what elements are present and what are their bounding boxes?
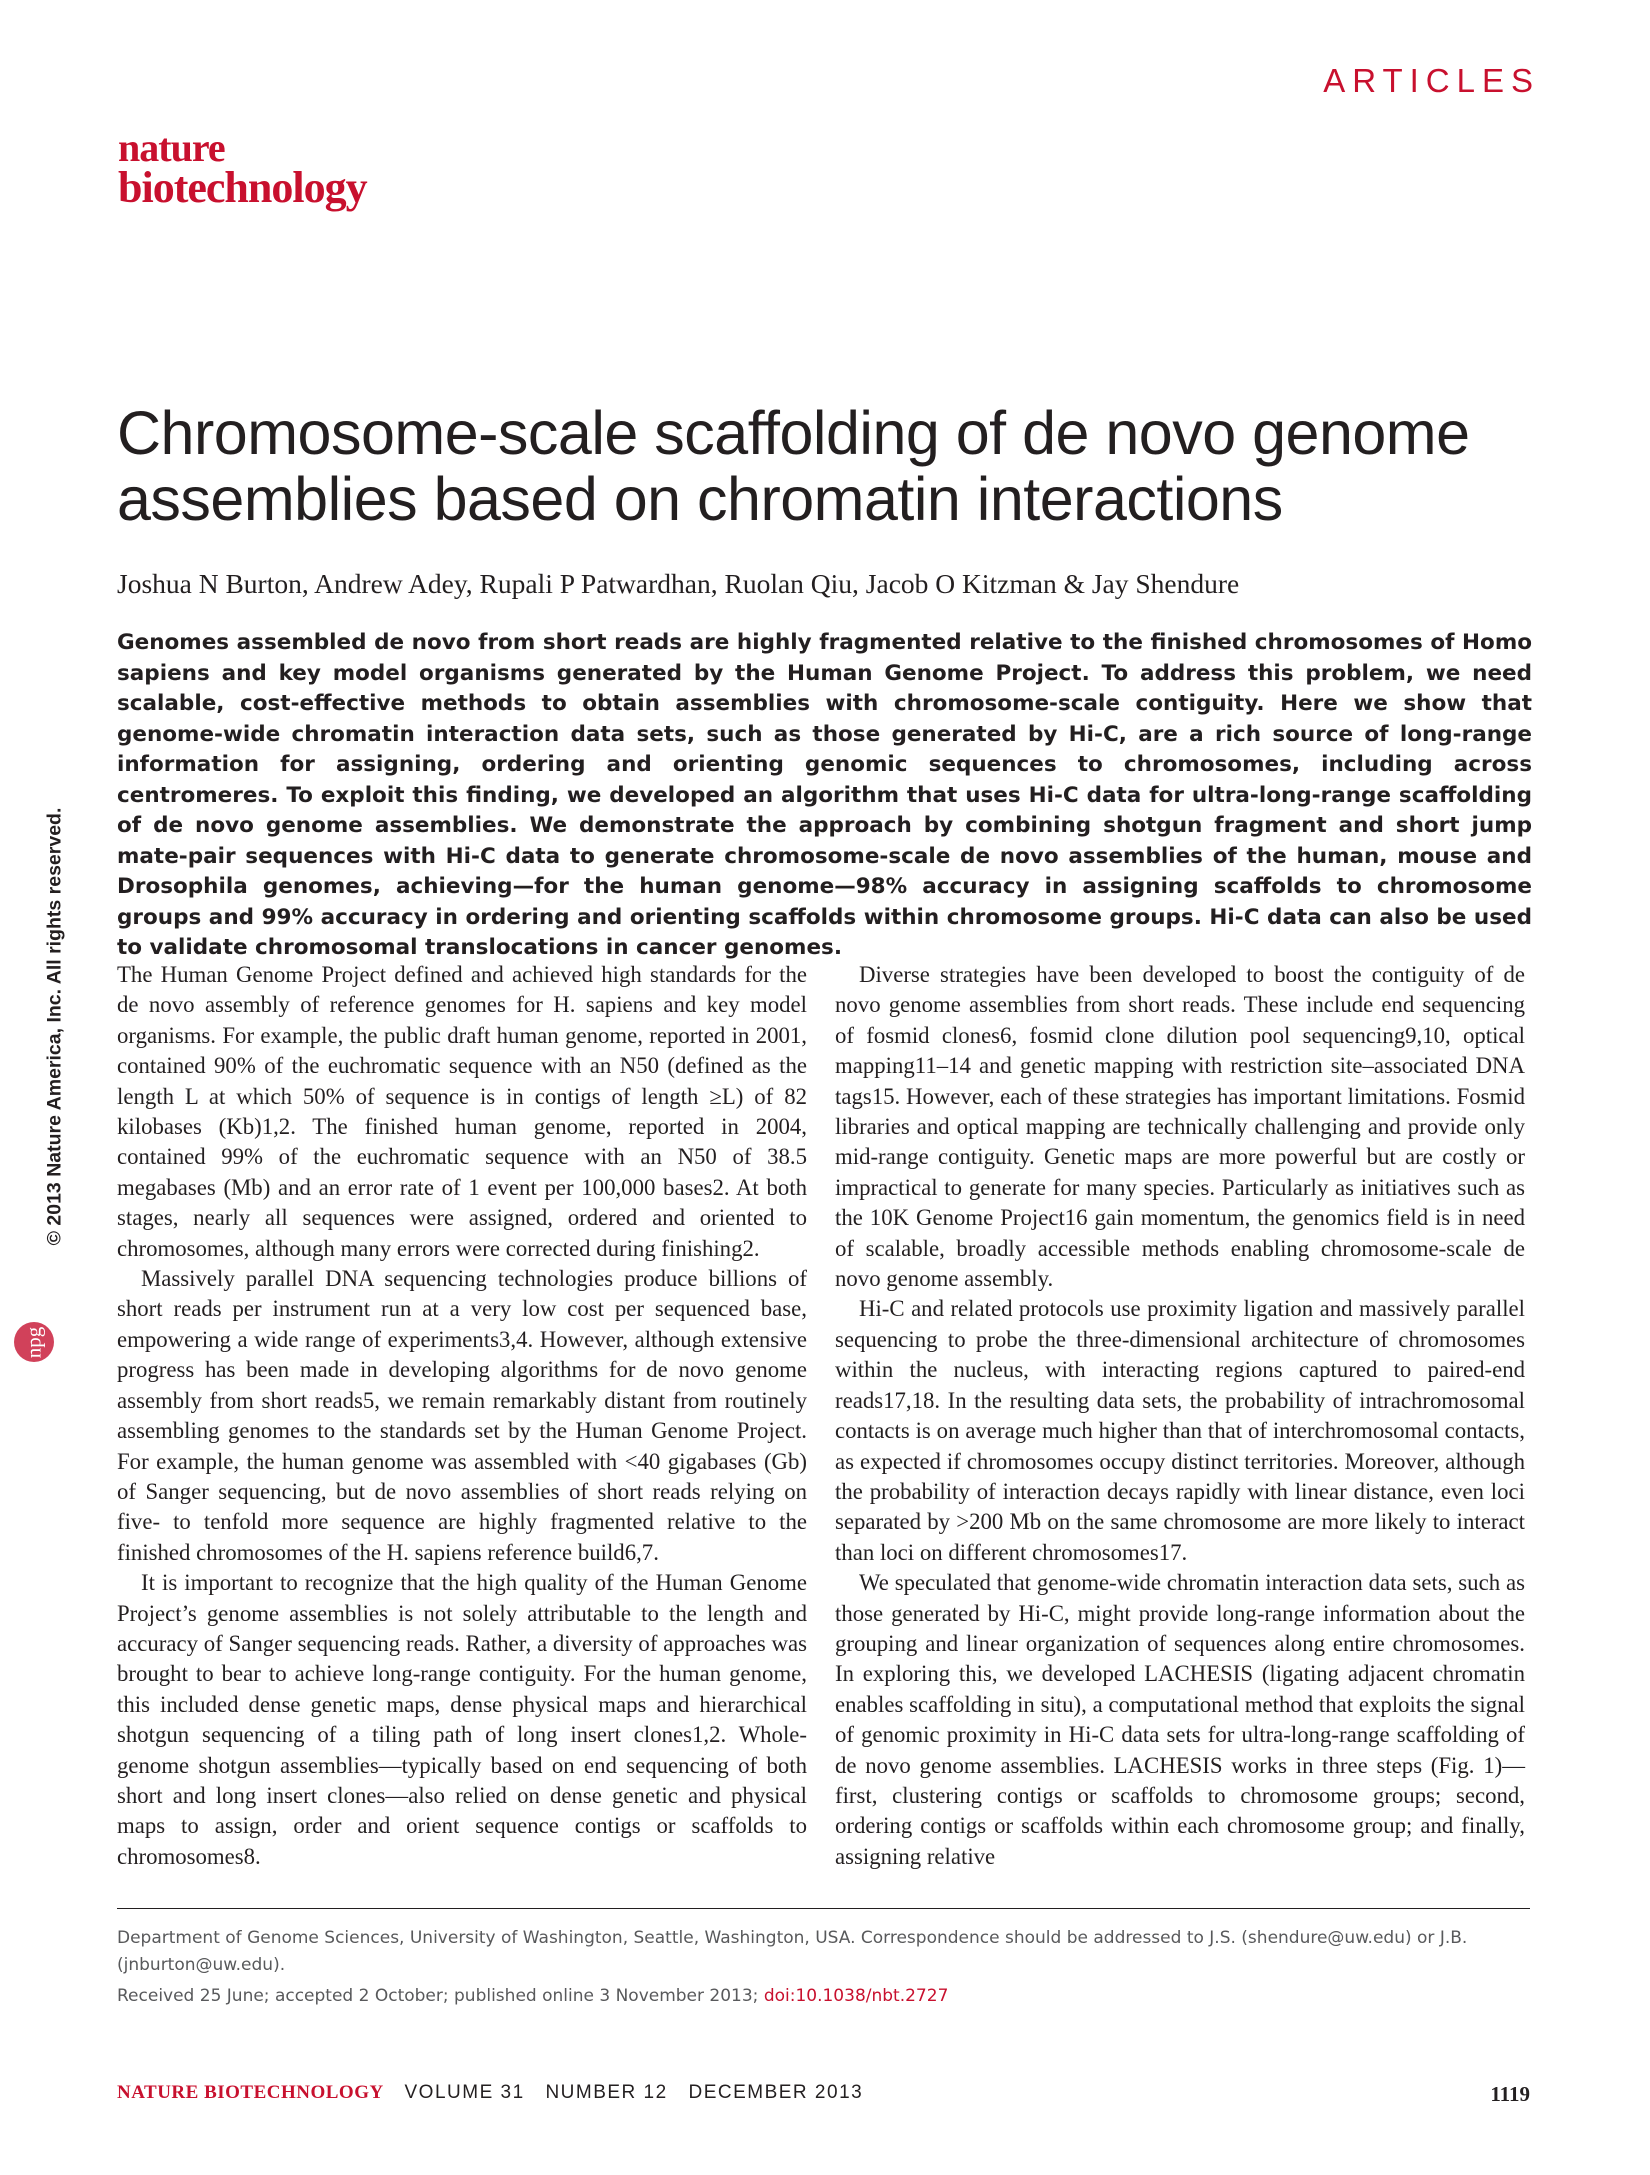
journal-logo-line2: biotechnology <box>118 163 367 212</box>
author-list: Joshua N Burton, Andrew Adey, Rupali P Patwardhan, Ruolan Qiu, Jacob O Kitzman & Jay Shendure <box>117 568 1240 599</box>
article-title <box>117 400 1547 532</box>
body-paragraph: The Human Genome Project defined and achieved high standards for the de novo assembly of reference genomes for H. sapiens and key model organisms. For example, the public draft human genome, reported in 2001, contained 90% of the euchromatic sequence with an N50 (defined as the length L at which 50% of sequence is in contigs of length ≥L) of 82 kilobases (Kb)1,2. The finished human genome, reported in 2004, contained 99% of the euchromatic sequence with an N50 of 38.5 megabases (Mb) and an error rate of 1 event per 100,000 bases2. At both stages, nearly all sequences were assigned, ordered and oriented to chromosomes, although many errors were corrected during finishing2. <box>117 962 807 1261</box>
body-paragraph: Massively parallel DNA sequencing technologies produce billions of short reads per instrument run at a very low cost per sequenced base, empowering a wide range of experiments3,4. However, although extensive progress has been made in developing algorithms for de novo genome assembly from short reads5, we remain remarkably distant from routinely assembling genomes to the standards set by the Human Genome Project. For example, the human genome was assembled with <40 gigabases (Gb) of Sanger sequencing, but de novo assemblies of short reads relying on five- to tenfold more sequence are highly fragmented relative to the finished chromosomes of the H. sapiens reference build6,7. <box>117 1266 807 1565</box>
body-paragraph: We speculated that genome-wide chromatin interaction data sets, such as those generated by Hi-C, might provide long-range information about the grouping and linear organization of sequences along entire chromosomes. In exploring this, we developed LACHESIS (ligating adjacent chromatin enables scaffolding in situ), a computational method that exploits the signal of genomic proximity in Hi-C data sets for ultra-long-range scaffolding of de novo genome assemblies. LACHESIS works in three steps (Fig. 1)—first, clustering contigs or scaffolds to chromosome groups; second, ordering contigs or scaffolds within each chromosome group; and finally, assigning relative <box>835 1570 1525 1869</box>
footer-journal-name: NATURE BIOTECHNOLOGY <box>117 2082 384 2103</box>
footer-date: DECEMBER 2013 <box>688 2082 864 2103</box>
abstract: Genomes assembled de novo from short reads are highly fragmented relative to the finished chromosomes of Homo sapiens and key model organisms generated by the Human Genome Project. To address this problem, we need scalable, cost-effective methods to obtain assemblies with chromosome-scale contiguity. Here we show that genome-wide chromatin interaction data sets, such as those generated by Hi-C, are a rich source of long-range information for assigning, ordering and orienting genomic sequences to chromosomes, including across centromeres. To exploit this finding, we developed an algorithm that uses Hi-C data for ultra-long-range scaffolding of de novo genome assemblies. We demonstrate the approach by combining shotgun fragment and short jump mate-pair sequences with Hi-C data to generate chromosome-scale de novo assemblies of the human, mouse and Drosophila genomes, achieving—for the human genome—98% accuracy in assigning scaffolds to chromosome groups and 99% accuracy in ordering and orienting scaffolds within chromosome groups. Hi-C data can also be used to validate chromosomal translocations in cancer genomes. <box>117 630 1532 960</box>
body-column-left <box>117 960 807 1872</box>
npg-logo-text: npg <box>21 1326 46 1358</box>
section-label: ARTICLES <box>1323 62 1540 99</box>
article-title-line2: assemblies based on chromatin interactions <box>117 465 1283 533</box>
footnote-divider <box>117 1908 1530 1909</box>
doi-link[interactable]: doi:10.1038/nbt.2727 <box>763 1986 949 2006</box>
footer-number: NUMBER 12 <box>545 2082 668 2103</box>
affiliation-note: Department of Genome Sciences, University of Washington, Seattle, Washington, USA. Correspondence should be addressed to J.S. (shendure@uw.edu) or J.B. (jnburton@uw.edu). <box>117 1928 1468 1975</box>
body-paragraph: It is important to recognize that the high quality of the Human Genome Project’s genome assemblies is not solely attributable to the length and accuracy of Sanger sequencing reads. Rather, a diversity of approaches was brought to bear to achieve long-range contiguity. For the human genome, this included dense genetic maps, dense physical maps and hierarchical shotgun sequencing of a tiling path of long insert clones1,2. Whole-genome shotgun assemblies—typically based on end sequencing of both short and long insert clones—also relied on dense genetic and physical maps to assign, order and orient sequence contigs or scaffolds to chromosomes8. <box>117 1570 807 1869</box>
page-footer <box>117 2082 863 2104</box>
footer-volume: VOLUME 31 <box>404 2082 525 2103</box>
body-column-right <box>835 960 1525 1872</box>
copyright-notice: © 2013 Nature America, Inc. All rights reserved. <box>43 807 66 1246</box>
journal-logo <box>118 125 367 212</box>
received-text: Received 25 June; accepted 2 October; published online 3 November 2013; <box>117 1986 764 2006</box>
article-title-line1: Chromosome-scale scaffolding of de novo genome <box>117 399 1470 467</box>
page-number: 1119 <box>1490 2082 1530 2106</box>
journal-logo-line1: nature <box>118 125 225 170</box>
body-paragraph: Hi-C and related protocols use proximity ligation and massively parallel sequencing to probe the three-dimensional architecture of chromosomes within the nucleus, with interacting regions captured to paired-end reads17,18. In the resulting data sets, the probability of intrachromosomal contacts is on average much higher than that of interchromosomal contacts, as expected if chromosomes occupy distinct territories. Moreover, although the probability of interaction decays rapidly with linear distance, even loci separated by >200 Mb on the same chromosome are more likely to interact than loci on different chromosomes17. <box>835 1296 1525 1565</box>
npg-logo <box>14 1322 54 1362</box>
received-dates <box>117 1986 1537 2006</box>
body-paragraph: Diverse strategies have been developed to boost the contiguity of de novo genome assemblies from short reads. These include end sequencing of fosmid clones6, fosmid clone dilution pool sequencing9,10, optical mapping11–14 and genetic mapping with restriction site–associated DNA tags15. However, each of these strategies has important limitations. Fosmid libraries and optical mapping are technically challenging and provide only mid-range contiguity. Genetic maps are more powerful but are costly or impractical to generate for many species. Particularly as initiatives such as the 10K Genome Project16 gain momentum, the genomics field is in need of scalable, broadly accessible methods enabling chromosome-scale de novo genome assembly. <box>835 962 1525 1292</box>
